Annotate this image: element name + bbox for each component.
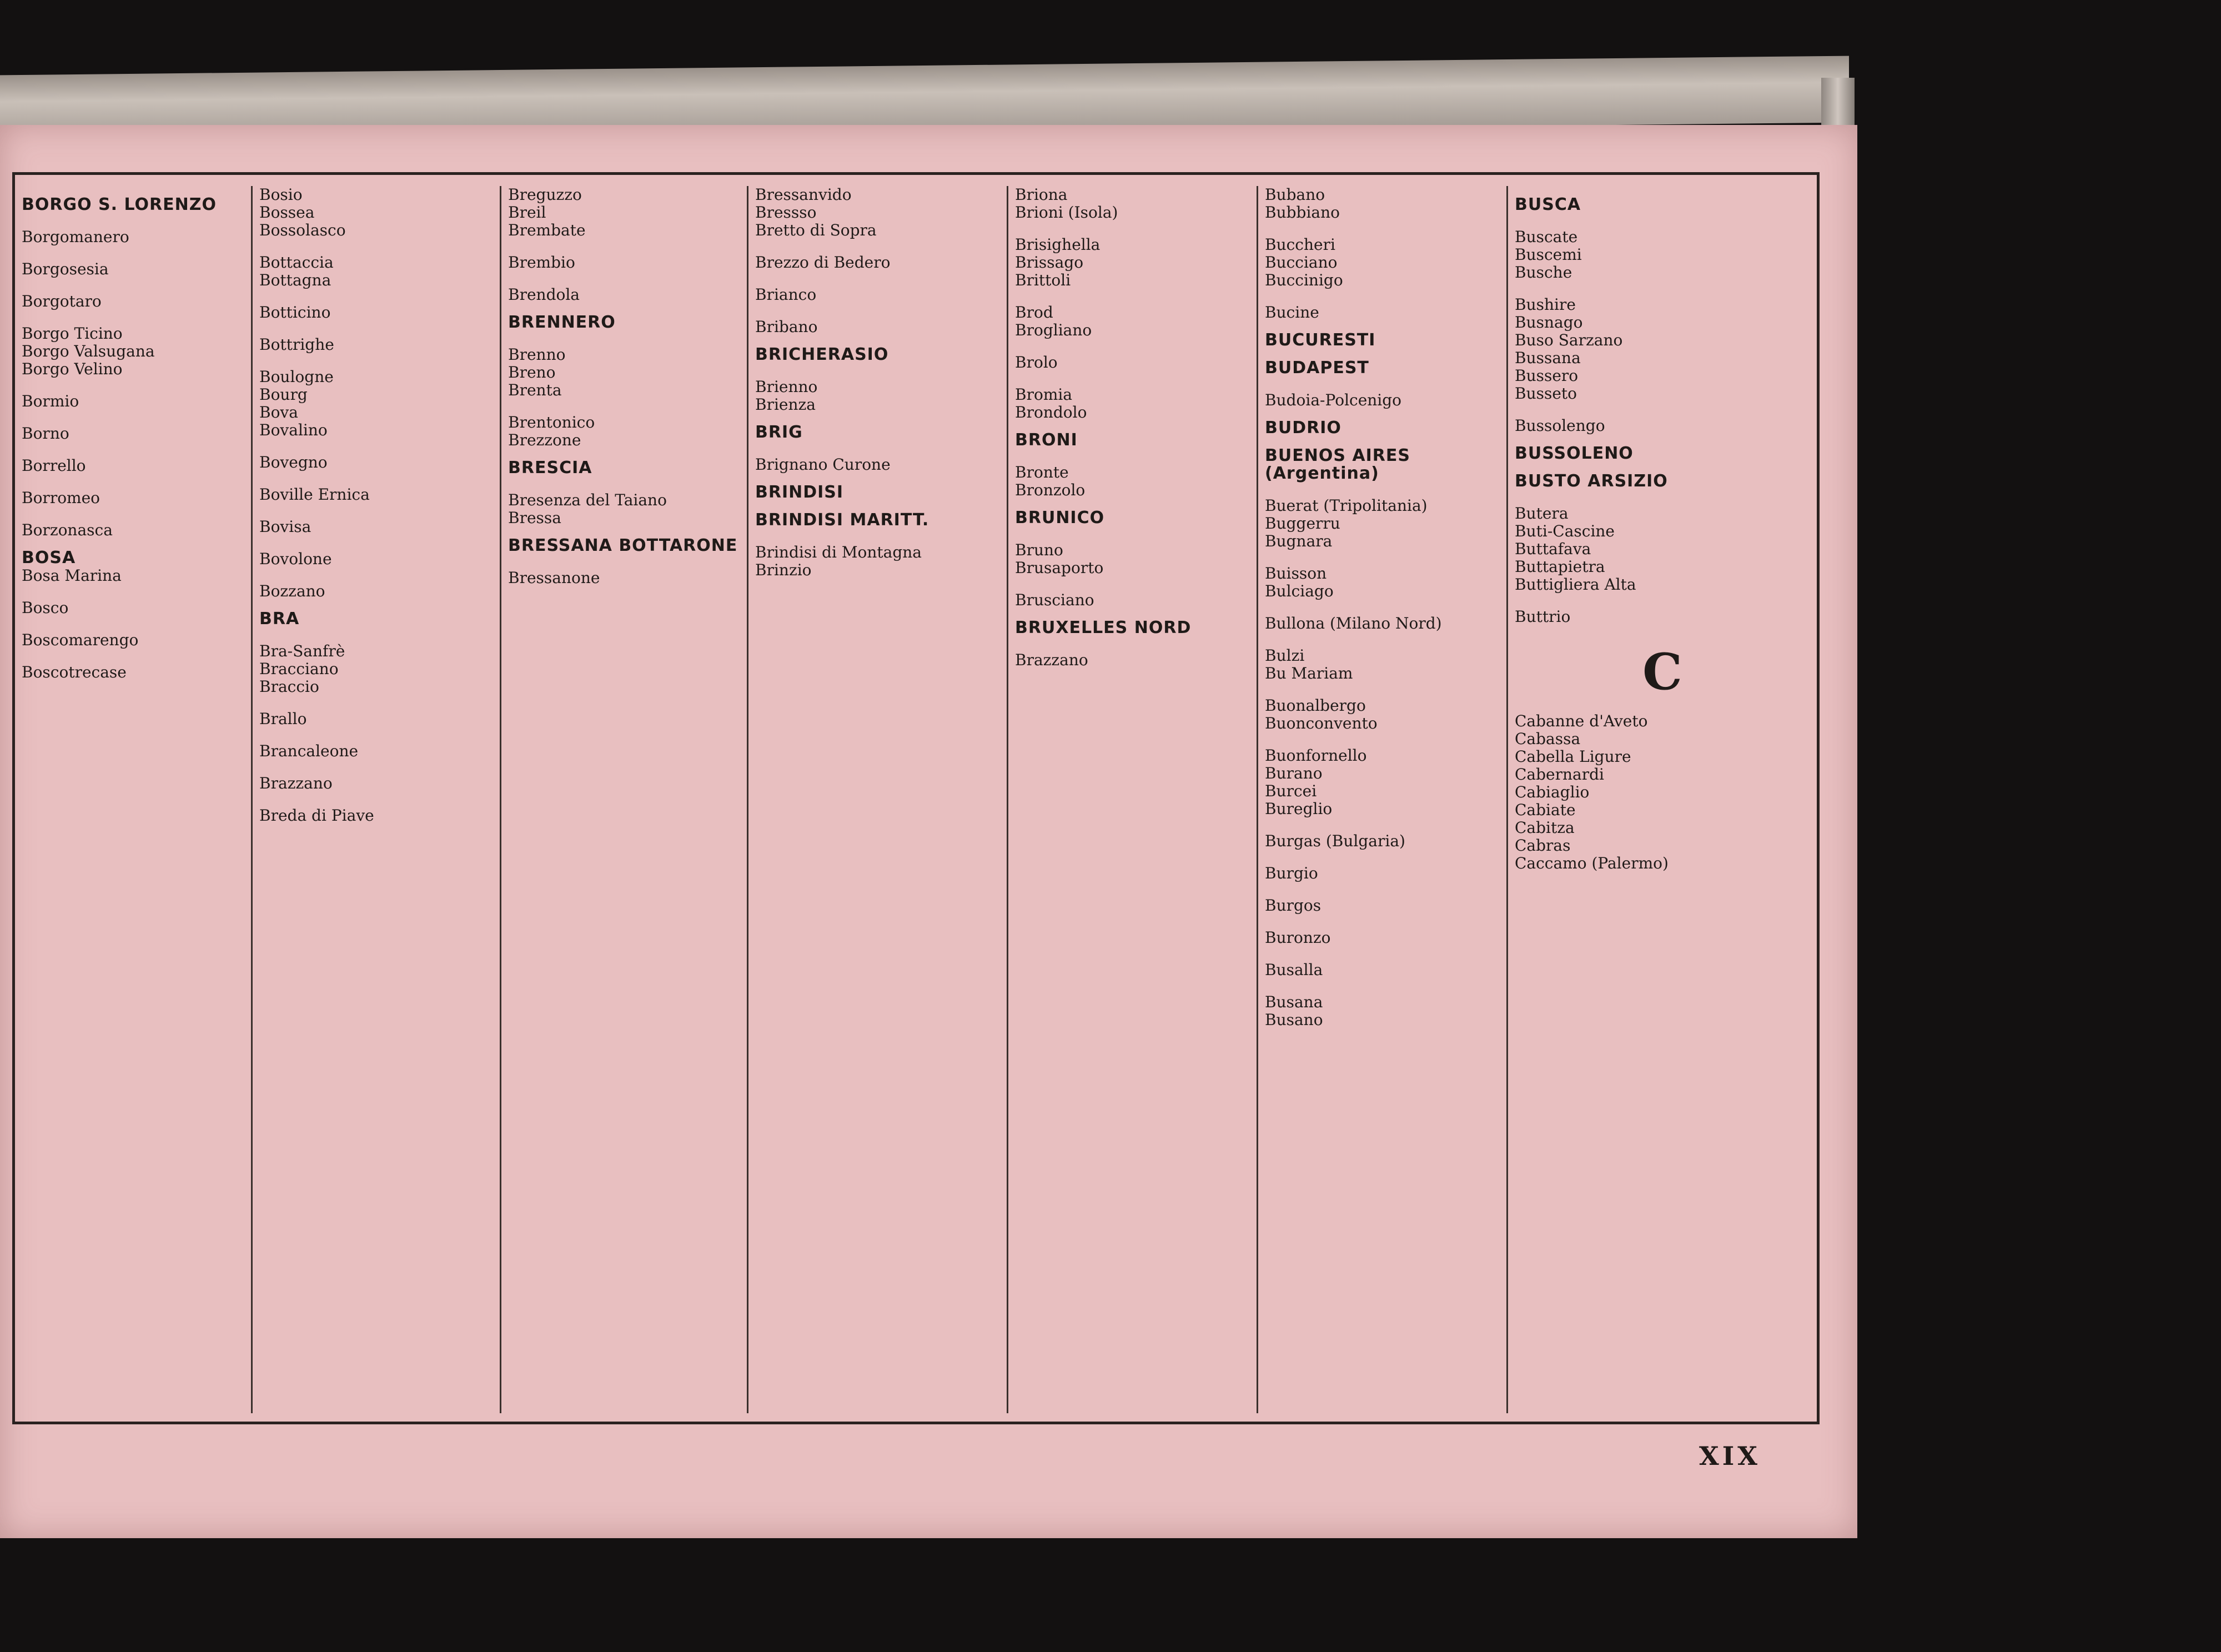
index-entry: Bottaccia	[259, 253, 334, 272]
index-entry: Bressanvido	[755, 186, 852, 204]
index-entry: Bronzolo	[1015, 481, 1086, 499]
index-entry: Boulogne	[259, 368, 334, 386]
index-column-2	[251, 186, 500, 1413]
index-entry: Busalla	[1265, 961, 1323, 979]
index-entry: Bushire	[1515, 295, 1576, 314]
index-entry: Bretto di Sopra	[755, 221, 877, 239]
page-number: XIX	[1699, 1441, 1761, 1471]
index-entry: Buscate	[1515, 228, 1578, 246]
index-entry: Cabiaglio	[1515, 783, 1590, 801]
section-heading: BRENNERO	[508, 313, 616, 332]
section-heading: BRESCIA	[508, 458, 592, 478]
index-entry: Buscemi	[1515, 245, 1582, 264]
index-entry: Borgo Velino	[22, 360, 123, 378]
index-entry: Buccheri	[1265, 235, 1335, 254]
index-entry: Buonconvento	[1265, 714, 1378, 732]
index-entry: Borgotaro	[22, 292, 102, 310]
index-entry: Bovolone	[259, 550, 332, 568]
index-column-4	[747, 186, 1007, 1413]
index-entry: Borno	[22, 424, 69, 443]
section-heading: BRIG	[755, 423, 803, 442]
index-entry: Bucine	[1265, 303, 1319, 322]
index-entry: Buttapietra	[1515, 558, 1605, 576]
section-heading: BUSTO ARSIZIO	[1515, 471, 1668, 491]
index-entry: Borgomanero	[22, 228, 129, 246]
index-entry: Bugnara	[1265, 532, 1333, 550]
index-entry: Bubbiano	[1265, 203, 1340, 222]
index-entry: Breno	[508, 363, 556, 381]
index-entry: Bracciano	[259, 660, 339, 678]
index-entry: Botticino	[259, 303, 331, 322]
index-entry: Busana	[1265, 993, 1323, 1011]
index-entry: Brisighella	[1015, 235, 1101, 254]
index-entry: Brezzo di Bedero	[755, 253, 891, 272]
index-column-1	[15, 186, 251, 1413]
index-entry: Bosio	[259, 186, 303, 204]
index-entry: Buso Sarzano	[1515, 331, 1623, 349]
index-entry: Butera	[1515, 504, 1569, 523]
index-entry: Borgo Valsugana	[22, 342, 155, 360]
index-entry: Bressanone	[508, 569, 600, 587]
index-entry: Bussolengo	[1515, 416, 1605, 435]
index-entry: Burcei	[1265, 782, 1317, 800]
index-entry: Brancaleone	[259, 742, 359, 760]
index-entry: Bubano	[1265, 186, 1325, 204]
index-entry: Borgo Ticino	[22, 324, 123, 343]
index-entry: Brindisi di Montagna	[755, 543, 922, 561]
index-entry: Brioni (Isola)	[1015, 203, 1118, 222]
index-entry: Buerat (Tripolitania)	[1265, 496, 1428, 515]
index-entry: Buti-Cascine	[1515, 522, 1615, 540]
index-entry: Bottrighe	[259, 335, 334, 354]
index-entry: Cabras	[1515, 836, 1571, 855]
index-entry: Brusaporto	[1015, 559, 1104, 577]
index-entry: Borromeo	[22, 489, 101, 507]
index-entry: Burgas (Bulgaria)	[1265, 832, 1405, 850]
section-heading: BRICHERASIO	[755, 345, 889, 364]
index-entry: Bullona (Milano Nord)	[1265, 614, 1442, 632]
section-heading: BUDRIO	[1265, 418, 1341, 438]
index-entry: Brienza	[755, 395, 816, 414]
index-entry: Bovegno	[259, 453, 328, 471]
index-column-3	[500, 186, 747, 1413]
index-entry: Brembio	[508, 253, 575, 272]
index-entry: Bruno	[1015, 541, 1063, 559]
index-entry: Bovalino	[259, 421, 328, 439]
index-entry: Busnago	[1515, 313, 1583, 332]
index-entry: Buccinigo	[1265, 271, 1343, 289]
book-page	[0, 125, 1857, 1538]
index-entry: Buttigliera Alta	[1515, 575, 1636, 594]
index-entry: Brezzone	[508, 431, 581, 449]
section-heading: BUENOS AIRES (Argentina)	[1265, 446, 1417, 483]
index-entry: Brondolo	[1015, 403, 1087, 421]
index-entry: Bureglio	[1265, 800, 1333, 818]
index-column-6	[1257, 186, 1506, 1413]
section-heading: BOSA	[22, 548, 76, 568]
index-column-5	[1007, 186, 1257, 1413]
index-entry: Burgos	[1265, 896, 1321, 915]
index-entry: Brignano Curone	[755, 455, 891, 474]
index-entry: Brallo	[259, 710, 307, 728]
index-entry: Bulciago	[1265, 582, 1334, 600]
index-entry: Bra-Sanfrè	[259, 642, 345, 660]
index-entry: Bosa Marina	[22, 566, 122, 585]
index-entry: Briona	[1015, 186, 1068, 204]
index-entry: Brazzano	[1015, 651, 1088, 669]
index-entry: Brinzio	[755, 561, 812, 579]
index-entry: Buggerru	[1265, 514, 1340, 533]
index-entry: Brolo	[1015, 353, 1058, 371]
index-entry: Bottagna	[259, 271, 331, 289]
section-heading: BRINDISI MARITT.	[755, 510, 929, 530]
index-entry: Brianco	[755, 285, 817, 304]
section-heading: BUSCA	[1515, 195, 1581, 214]
index-entry: Brissago	[1015, 253, 1084, 272]
section-heading: BRONI	[1015, 430, 1078, 450]
index-entry: Busche	[1515, 263, 1572, 282]
index-entry: Cabiate	[1515, 801, 1576, 819]
index-entry: Borzonasca	[22, 521, 113, 539]
index-entry: Boscomarengo	[22, 631, 139, 649]
index-entry: Bulzi	[1265, 646, 1305, 665]
index-entry: Bosco	[22, 599, 69, 617]
index-entry: Cabassa	[1515, 730, 1581, 748]
index-entry: Breguzzo	[508, 186, 582, 204]
index-entry: Bossolasco	[259, 221, 346, 239]
index-entry: Buttrio	[1515, 607, 1571, 626]
section-heading: BRA	[259, 609, 300, 629]
index-entry: Brenta	[508, 381, 562, 399]
index-entry: Brenno	[508, 345, 566, 364]
index-entry: Burgio	[1265, 864, 1318, 882]
index-entry: Bussero	[1515, 366, 1579, 385]
index-entry: Boville Ernica	[259, 485, 370, 504]
index-entry: Busano	[1265, 1011, 1323, 1029]
index-entry: Bronte	[1015, 463, 1069, 481]
index-entry: Brazzano	[259, 774, 333, 792]
index-entry: Caccamo (Palermo)	[1515, 854, 1669, 872]
section-heading: BUDAPEST	[1265, 358, 1369, 378]
index-entry: Breil	[508, 203, 546, 222]
index-table	[12, 172, 1820, 1424]
index-entry: Bormio	[22, 392, 79, 410]
section-heading: BUCURESTI	[1265, 330, 1376, 350]
index-entry: Borgosesia	[22, 260, 109, 278]
section-heading: BRINDISI	[755, 483, 844, 502]
index-entry: Bressso	[755, 203, 817, 222]
index-entry: Cabanne d'Aveto	[1515, 712, 1648, 730]
index-entry: Brienno	[755, 378, 818, 396]
section-heading: BRUNICO	[1015, 508, 1105, 528]
index-entry: Cabitza	[1515, 819, 1575, 837]
index-entry: Bossea	[259, 203, 315, 222]
index-entry: Breda di Piave	[259, 806, 374, 825]
section-heading: BRUXELLES NORD	[1015, 618, 1192, 637]
index-entry: Burano	[1265, 764, 1323, 782]
index-entry: Brentonico	[508, 413, 595, 431]
index-entry: Buonalbergo	[1265, 696, 1366, 715]
index-entry: Bucciano	[1265, 253, 1338, 272]
index-entry: Bourg	[259, 385, 308, 404]
index-entry: Budoia-Polcenigo	[1265, 391, 1402, 409]
index-entry: Bova	[259, 403, 298, 421]
index-entry: Cabella Ligure	[1515, 747, 1631, 766]
index-entry: Brod	[1015, 303, 1053, 322]
index-entry: Bribano	[755, 318, 818, 336]
index-entry: Braccio	[259, 677, 319, 696]
index-entry: Bovisa	[259, 518, 311, 536]
index-entry: Bromia	[1015, 385, 1073, 404]
index-entry: Buonfornello	[1265, 746, 1367, 765]
index-entry: Bu Mariam	[1265, 664, 1353, 682]
section-heading: BRESSANA BOTTARONE	[508, 536, 738, 555]
index-entry: Bussana	[1515, 349, 1581, 367]
index-entry: Bressa	[508, 509, 561, 527]
section-heading: BORGO S. LORENZO	[22, 195, 217, 214]
index-entry: Busseto	[1515, 384, 1577, 403]
index-entry: Boscotrecase	[22, 663, 127, 681]
index-entry: Borrello	[22, 456, 86, 475]
index-entry: Brittoli	[1015, 271, 1071, 289]
index-entry: Bozzano	[259, 582, 325, 600]
section-heading: BUSSOLENO	[1515, 444, 1634, 463]
index-column-7	[1506, 186, 1817, 1413]
index-entry: Brembate	[508, 221, 586, 239]
index-entry: Buisson	[1265, 564, 1327, 583]
section-letter: C	[1642, 642, 1682, 701]
index-entry: Buttafava	[1515, 540, 1591, 558]
index-entry: Buronzo	[1265, 928, 1331, 947]
index-entry: Brendola	[508, 285, 580, 304]
index-entry: Cabernardi	[1515, 765, 1604, 784]
index-entry: Brogliano	[1015, 321, 1092, 339]
index-entry: Brusciano	[1015, 591, 1094, 609]
index-entry: Bresenza del Taiano	[508, 491, 667, 509]
